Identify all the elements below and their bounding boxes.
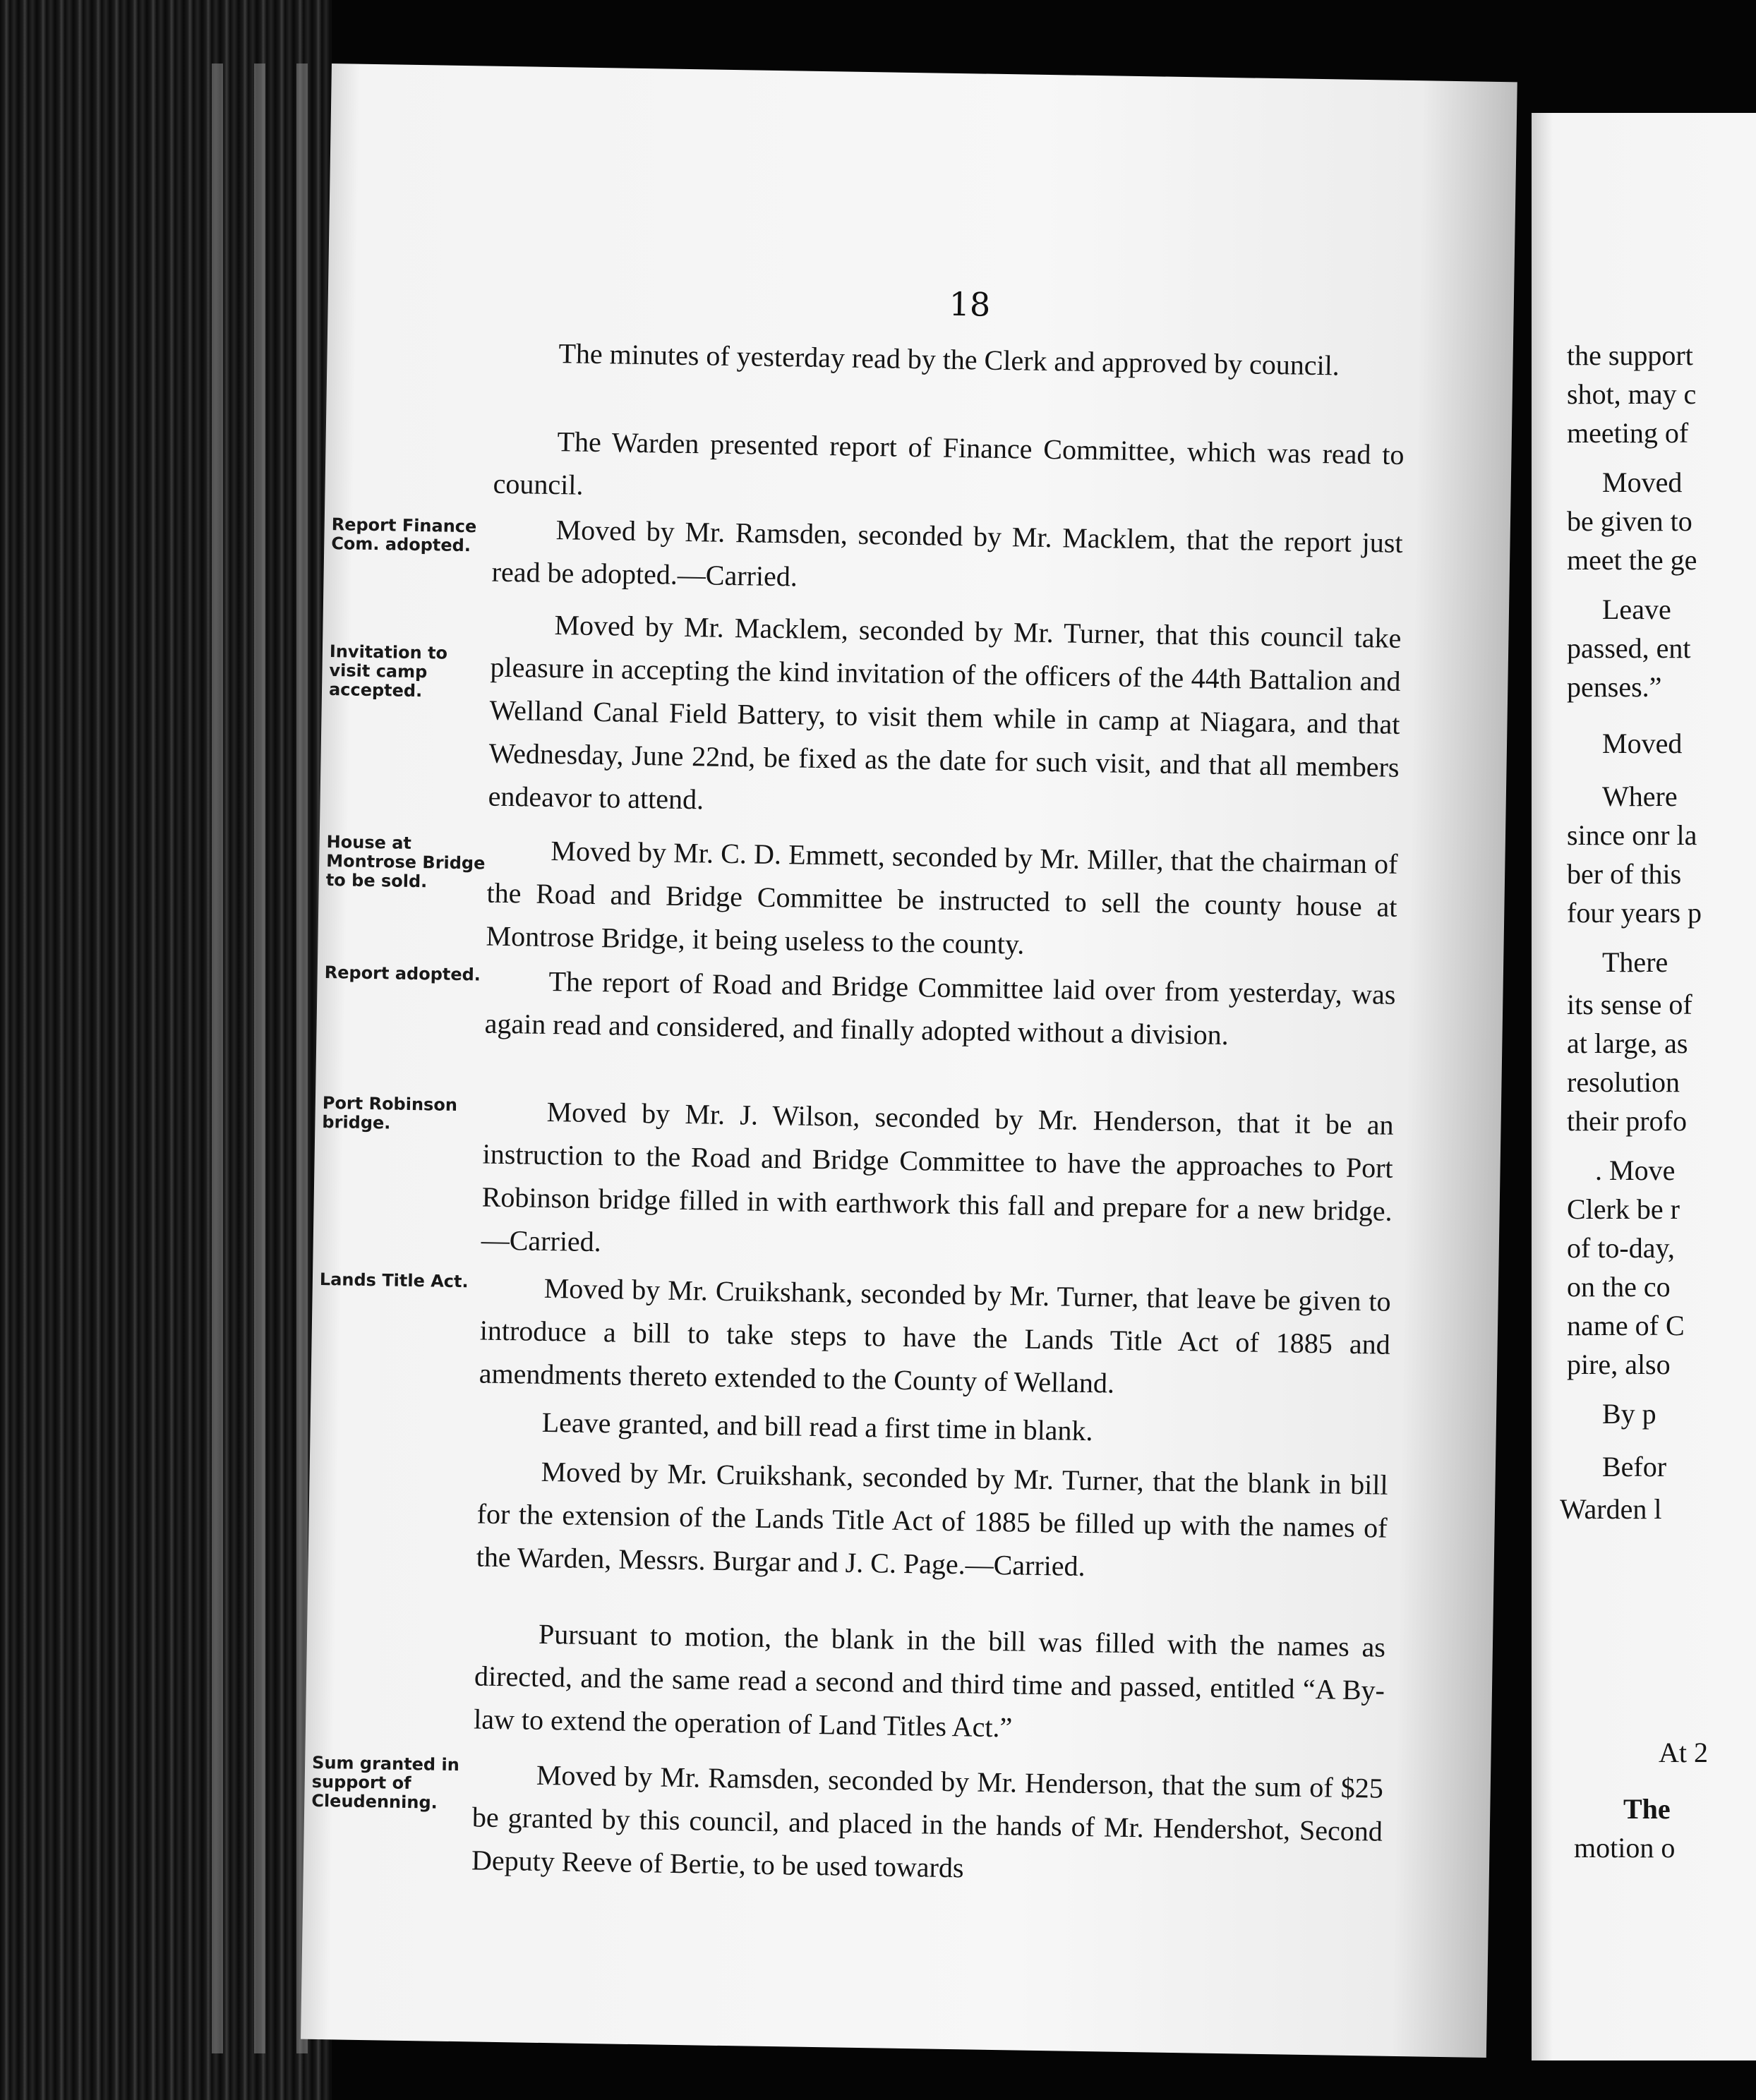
paragraph: Pursuant to motion, the blank in the bill was filled with the names as directed, and the same read a second and third time and passed, entitled “A By-law to extend the operation of Land Titles Act.” [473,1617,1386,1744]
right-line: Befor [1602,1451,1667,1483]
right-line: There [1602,946,1668,978]
page-edge [212,64,223,2053]
page-body [301,64,1517,2058]
paragraph: Moved by Mr. Ramsden, seconded by Mr. Macklem, that the report just read be adopted.—Carried. [491,514,1403,593]
right-line: penses.” [1567,671,1662,703]
page-edge [254,64,265,2053]
right-line: Moved [1602,466,1683,498]
page-number: 18 [949,284,991,324]
right-line: four years p [1567,897,1702,929]
margin-note: Lands Title Act. [319,1269,469,1292]
right-line: at large, as [1567,1027,1688,1059]
right-line: Warden l [1560,1493,1662,1525]
right-line: meet the ge [1567,544,1697,576]
right-line: passed, ent [1567,632,1691,664]
margin-note: Port Robinson bridge. [322,1092,458,1133]
paragraph: Moved by Mr. Ramsden, seconded by Mr. Henderson, that the sum of $25 be granted by this council, and placed in the hands of Mr. Hendershot, Second Deputy Reeve of Bertie, to be used towards [471,1758,1384,1884]
book-binding-edge [0,0,332,2100]
right-line: pire, also [1567,1348,1671,1380]
right-line: be given to [1567,505,1692,537]
paragraph: Moved by Mr. J. Wilson, seconded by Mr. Henderson, that it be an instruction to the Road and Bridge Committee to have the approaches to Port Robinson bridge filled in with earthwork this fall and prepare for a new bridge.—Carried. [481,1095,1394,1258]
margin-note: Report adopted. [324,962,481,985]
paragraph: The minutes of yesterday read by the Clerk and approved by council. [558,337,1340,382]
right-line: of to-day, [1567,1232,1675,1264]
paragraph: Moved by Mr. Cruikshank, seconded by Mr. Turner, that leave be given to introduce a bill to take steps to have the Lands Title Act of 1885 and amendments thereto extended to the County of Welland. [479,1272,1391,1399]
paragraph: Moved by Mr. Cruikshank, seconded by Mr. Turner, that the blank in bill for the extension of the Lands Title Act of 1885 be filled up with the names of the Warden, Messrs. Burgar and J. C. Page.—Carried. [476,1455,1388,1583]
right-line: since onr la [1567,819,1697,851]
paragraph: Moved by Mr. Macklem, seconded by Mr. Turner, that this council take pleasure in accepting the kind invitation of the officers of the 44th Battalion and Welland Canal Field Battery, to visit them while in camp at Niagara, and that Wednesday, June 22nd, be fixed as the date for such visit, and that all members endeavor to attend. [488,609,1402,816]
paragraph: The Warden presented report of Finance Committee, which was read to council. [493,426,1405,501]
right-line: The [1623,1793,1671,1825]
paragraph: Leave granted, and bill read a first time in blank. [541,1406,1093,1447]
right-line: resolution [1567,1066,1680,1098]
margin-note: Invitation to visit camp accepted. [328,641,448,701]
right-line: Moved [1602,728,1683,759]
margin-note: Report Finance Com. adopted. [331,514,477,556]
right-line: Leave [1602,593,1671,625]
right-line: . Move [1595,1154,1676,1186]
left-page [301,64,1517,2058]
margin-note: Sum granted in support of Cleudenning. [311,1752,460,1813]
right-line: By p [1602,1398,1656,1430]
right-line: on the co [1567,1271,1671,1303]
right-line: meeting of [1567,417,1689,449]
right-line: Where [1602,780,1678,812]
right-line: Clerk be r [1567,1193,1680,1225]
paragraph: Moved by Mr. C. D. Emmett, seconded by Mr. Miller, that the chairman of the Road and Bridge Committee be instructed to sell the county house at Montrose Bridge, it being useless to the county. [486,835,1398,960]
right-line: name of C [1567,1310,1685,1341]
right-line: shot, may c [1567,378,1697,410]
margin-note: House at Montrose Bridge to be sold. [325,832,486,892]
right-line: its sense of [1567,989,1692,1020]
right-line: the support [1567,339,1693,371]
right-line: At 2 [1659,1737,1708,1768]
right-page [1532,113,1756,2060]
right-line: ber of this [1567,858,1682,890]
paragraph: The report of Road and Bridge Committee laid over from yesterday, was again read and considered, and finally adopted without a division. [484,965,1396,1051]
right-line: their profo [1567,1105,1687,1137]
right-line: motion o [1574,1832,1676,1864]
